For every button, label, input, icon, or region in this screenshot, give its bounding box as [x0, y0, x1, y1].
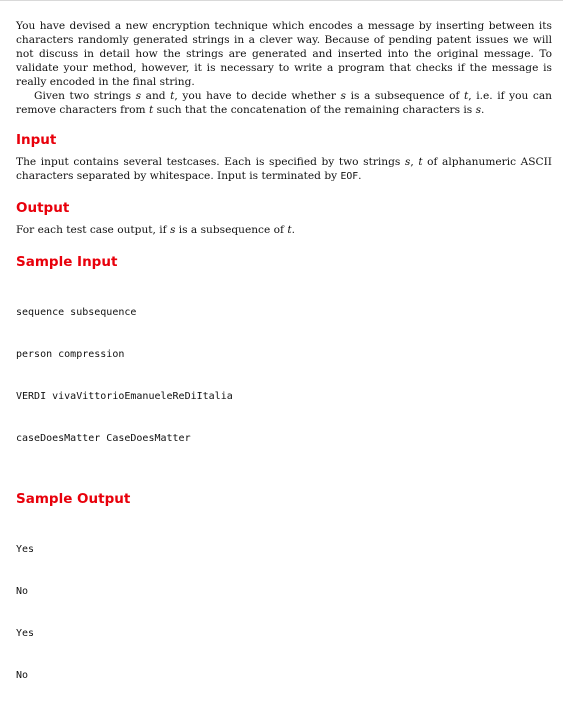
sample-input-line: sequence subsequence	[16, 307, 137, 318]
output-description	[16, 223, 552, 237]
variable-t: t	[148, 104, 154, 116]
variable-s: s	[340, 90, 346, 102]
variable-t: t	[287, 224, 292, 236]
sample-input-line: caseDoesMatter CaseDoesMatter	[16, 433, 191, 444]
variable-t: t	[418, 156, 423, 168]
variable-t: t	[170, 90, 175, 102]
sample-input-block	[16, 278, 552, 474]
text-run: such that the concatenation of the remaining characters is	[153, 104, 476, 116]
output-heading: Output	[16, 200, 70, 216]
sample-output-line: No	[16, 586, 29, 597]
text-run: Given two strings	[34, 90, 136, 102]
variable-s: s	[135, 90, 142, 102]
text-run: , you have to decide whether	[174, 90, 341, 102]
statement-paragraph-2	[16, 89, 552, 117]
eof-token: EOF	[340, 171, 359, 182]
text-run: The input contains several testcases. Each is specified by two strings	[16, 156, 405, 168]
text-run: .	[481, 104, 485, 116]
sample-input-line: person compression	[16, 349, 125, 360]
sample-output-heading: Sample Output	[16, 491, 131, 507]
text-run: .	[291, 224, 295, 236]
variable-t: t	[464, 90, 469, 102]
input-heading: Input	[16, 132, 57, 148]
problem-statement	[16, 19, 552, 711]
sample-input-line: VERDI vivaVittorioEmanueleReDiItalia	[16, 391, 233, 402]
text-run: is a subsequence of	[175, 224, 288, 236]
text-run: , i.e. if you can remove characters from	[16, 90, 552, 116]
sample-output-block	[16, 515, 552, 711]
input-description	[16, 155, 552, 184]
text-run: and	[141, 90, 171, 102]
statement-paragraph-1: You have devised a new encryption technique which encodes a message by inserting between its characters randomly generated strings in a clever way. Because of pending patent issues we will not discuss in detail how the strings are generated and inserted into the original message. To validate your method, however, it is necessary to write a program that checks if the message is really encoded in the final string.	[16, 20, 552, 88]
text-run: ,	[410, 156, 419, 168]
variable-s: s	[475, 104, 482, 116]
text-run: For each test case output, if	[16, 224, 170, 236]
sample-input-heading: Sample Input	[16, 254, 118, 270]
sample-output-line: Yes	[16, 628, 35, 639]
variable-s: s	[169, 224, 176, 236]
text-run: of alphanumeric ASCII characters separated by whitespace. Input is terminated by	[16, 156, 552, 182]
text-run: is a subsequence of	[345, 90, 465, 102]
variable-s: s	[404, 156, 411, 168]
sample-output-line: No	[16, 670, 29, 681]
sample-output-line: Yes	[16, 544, 35, 555]
text-run: .	[358, 170, 362, 182]
